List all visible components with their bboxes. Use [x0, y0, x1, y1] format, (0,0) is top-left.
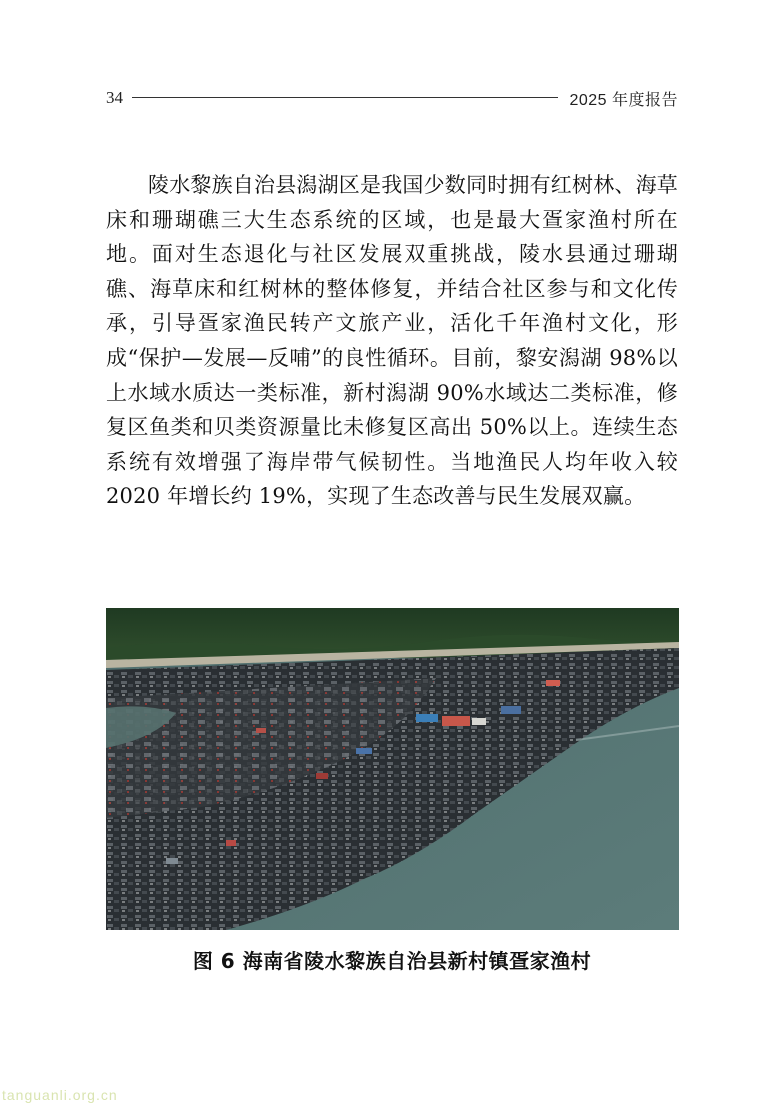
report-title: 2025 年度报告: [569, 92, 678, 109]
fishing-village-photo: [106, 608, 679, 930]
watermark: tanguanli.org.cn: [2, 1087, 118, 1103]
figure-caption: 图 6 海南省陵水黎族自治县新村镇疍家渔村: [192, 949, 592, 973]
page-number: 34: [106, 88, 123, 107]
header-rule: [132, 97, 558, 98]
page-header: [106, 86, 678, 110]
body-paragraph: 陵水黎族自治县潟湖区是我国少数同时拥有红树林、海草床和珊瑚礁三大生态系统的区域，也是最大疍家渔村所在地。面对生态退化与社区发展双重挑战，陵水县通过珊瑚礁、海草床和红树林的整体修复，并结合社区参与和文化传承，引导疍家渔民转产文旅产业，活化千年渔村文化，形成“保护—发展—反哺”的良性循环。目前，黎安潟湖 98%以上水域水质达一类标准，新村潟湖 90%水域达二类标准，修复区鱼类和贝类资源量比未修复区高出 50%以上。连续生态系统有效增强了海岸带气候韧性。当地渔民人均年收入较 2020 年增长约 19%，实现了生态改善与民生发展双赢。: [106, 173, 678, 509]
